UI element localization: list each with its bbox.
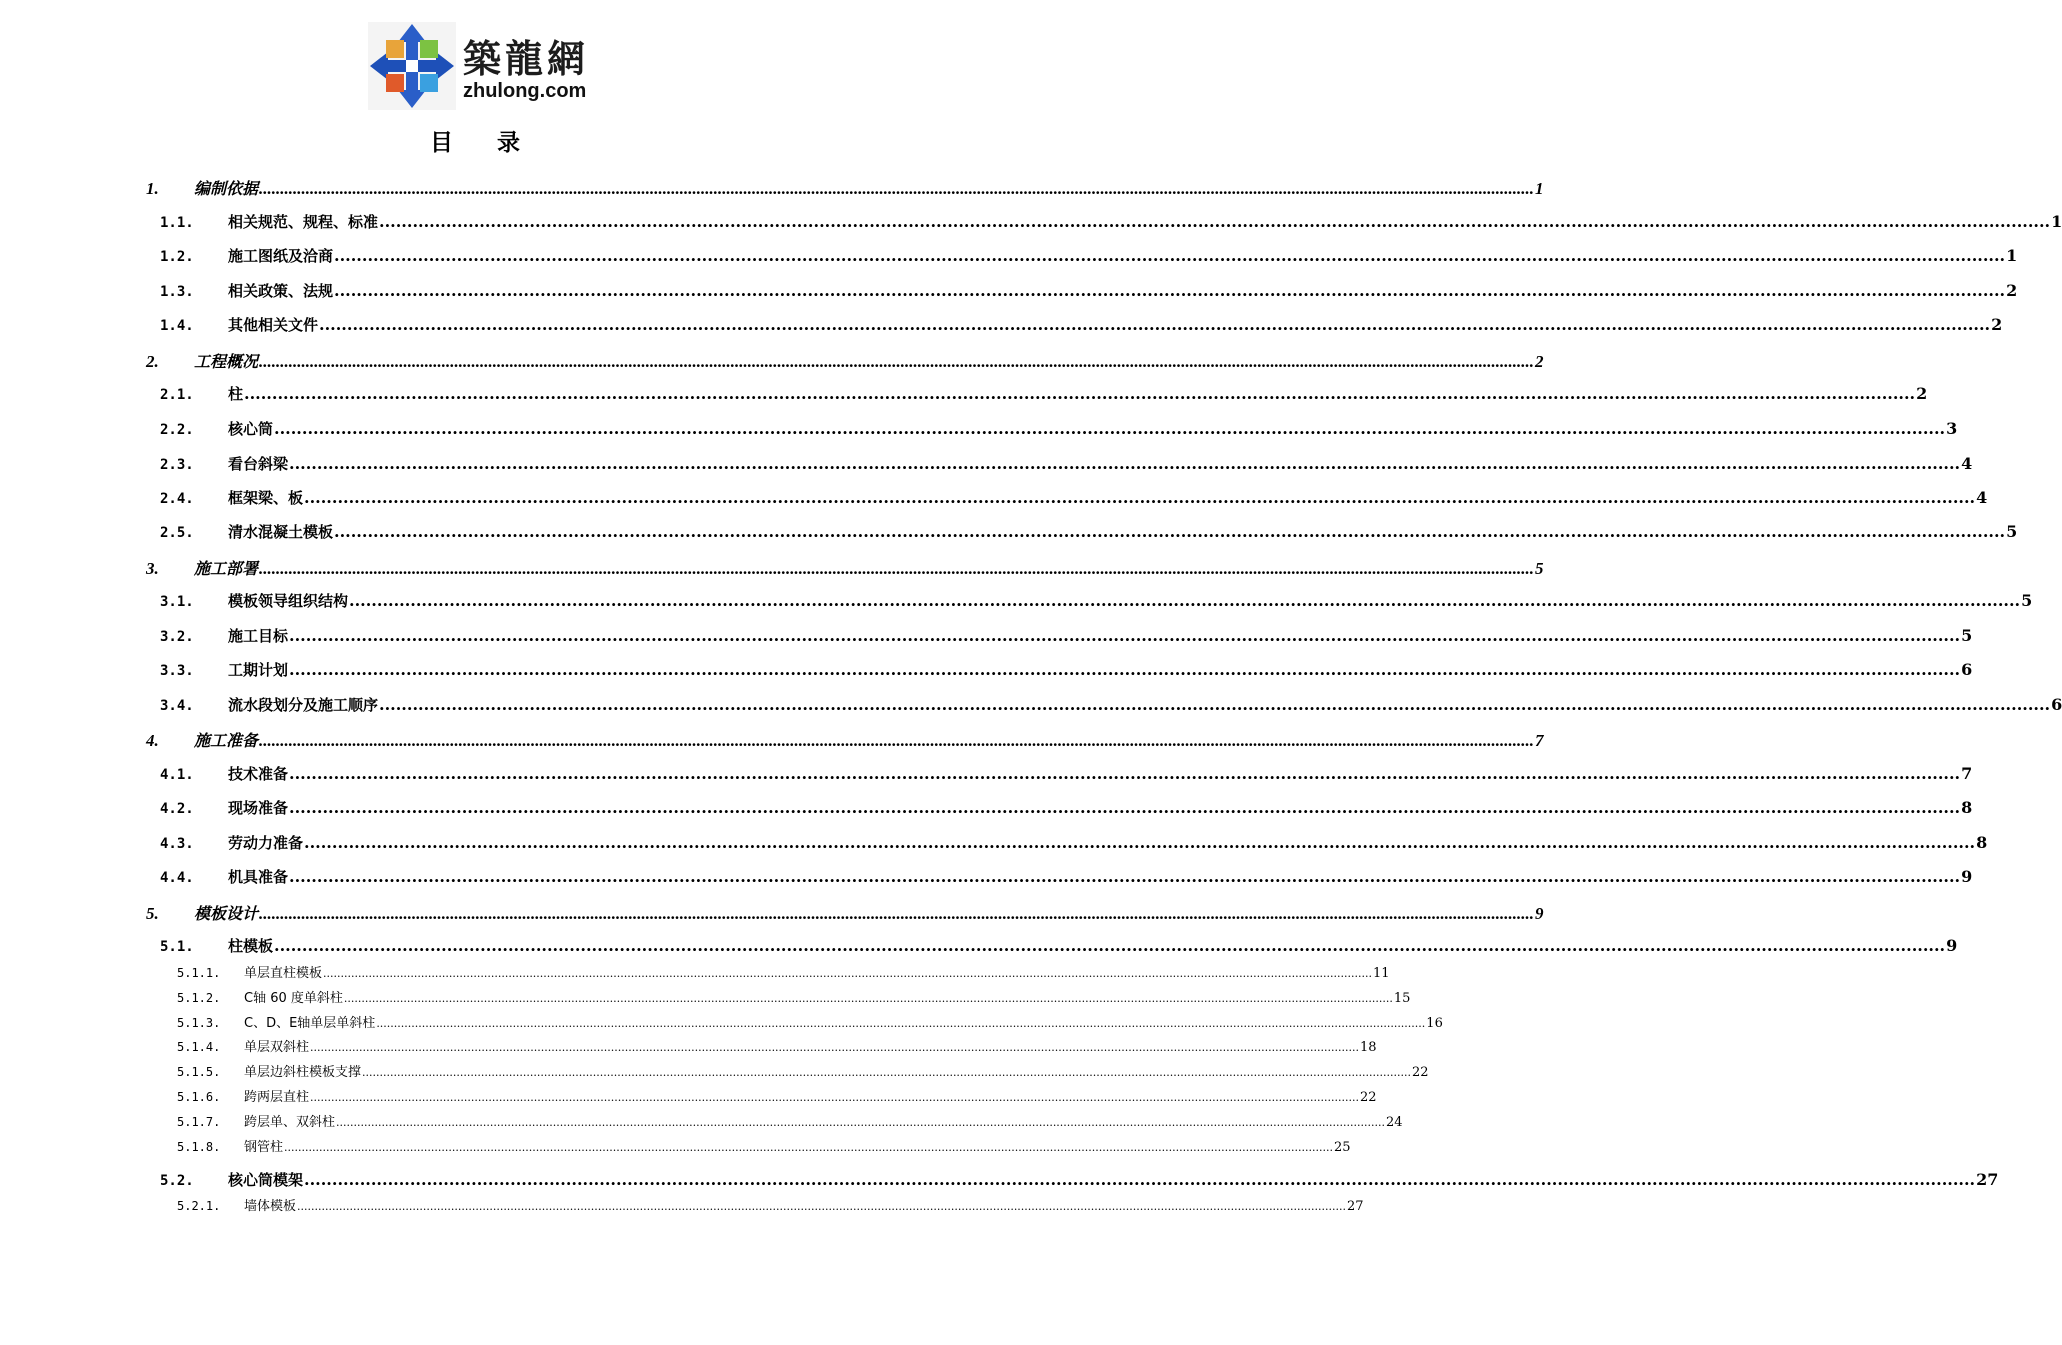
toc-entry-title: 工程概况: [194, 352, 259, 371]
toc-entry-level2[interactable]: [160, 694, 2062, 715]
toc-entry-level2[interactable]: [160, 659, 1973, 680]
toc-entry-page: 4: [1976, 488, 1988, 507]
toc-entry-title: 模板领导组织结构: [228, 592, 349, 610]
toc-entry-title: 模板设计: [194, 904, 259, 923]
toc-entry-level2[interactable]: [160, 935, 1958, 956]
toc-entry-page: 9: [1535, 904, 1544, 923]
toc-entry-page: 4: [1961, 454, 1973, 473]
toc-entry-page: 5: [1961, 626, 1973, 645]
toc-dot-leader: ............................................................................................................................................................................................................................................................................................................: [304, 488, 1976, 507]
toc-entry-number: 1.1.: [160, 215, 194, 231]
toc-entry-title: 编制依据: [194, 179, 259, 198]
toc-entry-level3[interactable]: [177, 1036, 1377, 1055]
toc-entry-level1[interactable]: [146, 901, 1544, 924]
toc-entry-title: 柱: [228, 385, 244, 403]
toc-entry-title: 单层直柱模板: [244, 966, 323, 981]
toc-entry-number: 2.5.: [160, 525, 194, 541]
toc-dot-leader: ............................................................................................................................................................................................................................................................................................................: [289, 660, 1961, 679]
toc-entry-level3[interactable]: [177, 962, 1390, 981]
toc-entry-title: 墙体模板: [244, 1199, 297, 1214]
toc-entry-page: 5: [2006, 522, 2018, 541]
toc-entry-page: 11: [1373, 966, 1390, 981]
toc-entry-page: 16: [1426, 1016, 1443, 1031]
toc-entry-title: 现场准备: [228, 799, 289, 817]
toc-entry-number: 4.3.: [160, 836, 194, 852]
toc-entry-number: 3.3.: [160, 663, 194, 679]
toc-entry-level2[interactable]: [160, 797, 1973, 818]
toc-entry-number: 1.4.: [160, 318, 194, 334]
toc-entry-level3[interactable]: [177, 1012, 1443, 1031]
toc-entry-level2[interactable]: [160, 625, 1973, 646]
toc-entry-number: 1.2.: [160, 249, 194, 265]
toc-dot-leader: ............................................................................................................................................................................................................................................................................................................: [289, 764, 1961, 783]
toc-dot-leader: ............................................................................................................................................................................................................................................................................................................: [319, 315, 1991, 334]
toc-entry-title: 施工部署: [194, 559, 259, 578]
toc-entry-number: 5.2.: [160, 1173, 194, 1189]
toc-entry-title: 框架梁、板: [228, 489, 304, 507]
toc-entry-page: 8: [1976, 833, 1988, 852]
toc-entry-page: 9: [1946, 936, 1958, 955]
toc-entry-number: 5.1.5.: [177, 1065, 221, 1079]
toc-dot-leader: ............................................................................................................................................................................................................................................................................................................: [362, 1066, 1411, 1079]
toc-dot-leader: ............................................................................................................................................................................................................................................................................................................: [349, 591, 2021, 610]
toc-entry-page: 25: [1334, 1140, 1351, 1155]
toc-entry-title: 单层边斜柱模板支撑: [244, 1065, 362, 1080]
toc-entry-page: 3: [1946, 419, 1958, 438]
toc-entry-level2[interactable]: [160, 211, 2062, 232]
toc-entry-level1[interactable]: [146, 349, 1544, 372]
toc-entry-level2[interactable]: [160, 383, 1928, 404]
toc-entry-page: 24: [1386, 1115, 1403, 1130]
toc-entry-number: 4.4.: [160, 870, 194, 886]
toc-entry-level2[interactable]: [160, 487, 1988, 508]
toc-entry-number: 3.: [146, 559, 159, 578]
toc-entry-level2[interactable]: [160, 314, 2003, 335]
toc-entry-number: 5.1.1.: [177, 966, 221, 980]
toc-dot-leader: ............................................................................................................................................................................................................................................................................................................: [334, 246, 2006, 265]
toc-entry-level2[interactable]: [160, 453, 1973, 474]
toc-dot-leader: ............................................................................................................................................................................................................................................................................................................: [289, 454, 1961, 473]
toc-entry-level1[interactable]: [146, 728, 1544, 751]
toc-entry-level2[interactable]: [160, 763, 1973, 784]
toc-entry-page: 5: [1535, 559, 1544, 578]
toc-entry-number: 4.: [146, 731, 159, 750]
toc-entry-title: 机具准备: [228, 868, 289, 886]
toc-dot-leader: ............................................................................................................................................................................................................................................................................................................: [297, 1200, 1346, 1213]
toc-entry-page: 7: [1535, 731, 1544, 750]
toc-entry-level2[interactable]: [160, 866, 1973, 887]
toc-entry-page: 2: [1535, 352, 1544, 371]
toc-dot-leader: ............................................................................................................................................................................................................................................................................................................: [334, 281, 2006, 300]
toc-entry-title: 其他相关文件: [228, 316, 319, 334]
toc-dot-leader: ............................................................................................................................................................................................................................................................................................................: [259, 179, 1535, 198]
toc-entry-number: 5.1.4.: [177, 1040, 221, 1054]
toc-entry-level1[interactable]: [146, 176, 1544, 199]
toc-entry-number: 2.: [146, 352, 159, 371]
toc-entry-number: 4.1.: [160, 767, 194, 783]
toc-dot-leader: ............................................................................................................................................................................................................................................................................................................: [274, 936, 1946, 955]
toc-dot-leader: ............................................................................................................................................................................................................................................................................................................: [304, 833, 1976, 852]
toc-entry-page: 1: [1535, 179, 1544, 198]
toc-dot-leader: ............................................................................................................................................................................................................................................................................................................: [304, 1170, 1976, 1189]
toc-dot-leader: ............................................................................................................................................................................................................................................................................................................: [284, 1141, 1333, 1154]
toc-entry-level2[interactable]: [160, 590, 2033, 611]
toc-entry-page: 2: [2006, 281, 2018, 300]
toc-entry-number: 5.: [146, 904, 159, 923]
toc-entry-page: 8: [1961, 798, 1973, 817]
toc-dot-leader: ............................................................................................................................................................................................................................................................................................................: [334, 522, 2006, 541]
toc-dot-leader: ............................................................................................................................................................................................................................................................................................................: [274, 419, 1946, 438]
toc-entry-page: 18: [1360, 1040, 1377, 1055]
toc-dot-leader: ............................................................................................................................................................................................................................................................................................................: [310, 1091, 1359, 1104]
toc-dot-leader: ............................................................................................................................................................................................................................................................................................................: [379, 212, 2051, 231]
toc-entry-number: 2.1.: [160, 387, 194, 403]
toc-entry-level3[interactable]: [177, 987, 1411, 1006]
toc-entry-page: 6: [2051, 695, 2062, 714]
toc-entry-page: 9: [1961, 867, 1973, 886]
toc-entry-level3[interactable]: [177, 1195, 1364, 1214]
toc-dot-leader: ............................................................................................................................................................................................................................................................................................................: [244, 384, 1916, 403]
toc-entry-level3[interactable]: [177, 1111, 1403, 1130]
toc-entry-number: 2.3.: [160, 457, 194, 473]
toc-entry-level2[interactable]: [160, 418, 1958, 439]
toc-entry-title: 核心筒: [228, 420, 274, 438]
toc-entry-title: 清水混凝土模板: [228, 523, 334, 541]
toc-entry-level3[interactable]: [177, 1086, 1377, 1105]
toc-dot-leader: ............................................................................................................................................................................................................................................................................................................: [379, 695, 2051, 714]
toc-dot-leader: ............................................................................................................................................................................................................................................................................................................: [259, 904, 1535, 923]
toc-entry-level3[interactable]: [177, 1061, 1429, 1080]
toc-entry-title: 施工图纸及洽商: [228, 247, 334, 265]
toc-entry-number: 5.1.2.: [177, 991, 221, 1005]
toc-dot-leader: ............................................................................................................................................................................................................................................................................................................: [259, 731, 1535, 750]
toc-entry-number: 2.2.: [160, 422, 194, 438]
toc-entry-title: 跨两层直柱: [244, 1090, 310, 1105]
toc-entry-level2[interactable]: [160, 832, 1988, 853]
toc-entry-level3[interactable]: [177, 1136, 1351, 1155]
toc-dot-leader: ............................................................................................................................................................................................................................................................................................................: [289, 867, 1961, 886]
toc-entry-title: C轴 60 度单斜柱: [244, 991, 343, 1006]
toc-entry-page: 15: [1393, 991, 1411, 1006]
toc-heading: 目录: [430, 129, 564, 156]
toc-entry-number: 5.1.6.: [177, 1090, 221, 1104]
toc-entry-level1[interactable]: [146, 556, 1544, 579]
toc-entry-level2[interactable]: [160, 245, 2018, 266]
toc-entry-page: 27: [1976, 1170, 1999, 1189]
toc-dot-leader: ............................................................................................................................................................................................................................................................................................................: [323, 967, 1372, 980]
toc-entry-title: 流水段划分及施工顺序: [228, 696, 379, 714]
toc-entry-number: 3.4.: [160, 698, 194, 714]
toc-entry-title: 技术准备: [228, 765, 289, 783]
toc-entry-number: 5.1.8.: [177, 1140, 221, 1154]
toc-dot-leader: ............................................................................................................................................................................................................................................................................................................: [289, 798, 1961, 817]
toc-entry-title: 施工目标: [228, 627, 289, 645]
toc-entry-title: 看台斜梁: [228, 455, 289, 473]
toc-entry-page: 22: [1412, 1065, 1429, 1080]
toc-entry-page: 22: [1360, 1090, 1377, 1105]
toc-entry-number: 5.1.3.: [177, 1016, 221, 1030]
toc-entry-number: 5.2.1.: [177, 1199, 221, 1213]
toc-entry-title: 单层双斜柱: [244, 1040, 310, 1055]
toc-entry-number: 3.2.: [160, 629, 194, 645]
toc-dot-leader: ............................................................................................................................................................................................................................................................................................................: [310, 1041, 1359, 1054]
toc-entry-title: 劳动力准备: [228, 834, 304, 852]
toc-entry-number: 1.3.: [160, 284, 194, 300]
toc-entry-level2[interactable]: [160, 1169, 1999, 1190]
toc-entry-number: 5.1.7.: [177, 1115, 221, 1129]
toc-entry-page: 27: [1347, 1199, 1364, 1214]
logo-chinese-text: 築龍網: [463, 36, 590, 81]
toc-entry-number: 1.: [146, 179, 159, 198]
toc-entry-title: 相关规范、规程、标准: [228, 213, 379, 231]
toc-entry-page: 2: [1916, 384, 1928, 403]
toc-entry-title: 施工准备: [194, 731, 259, 750]
toc-entry-page: 5: [2021, 591, 2033, 610]
toc-entry-title: C、D、E轴单层单斜柱: [244, 1016, 376, 1031]
toc-entry-number: 5.1.: [160, 939, 194, 955]
toc-entry-level2[interactable]: [160, 521, 2018, 542]
toc-entry-title: 柱模板: [228, 937, 274, 955]
toc-entry-number: 2.4.: [160, 491, 194, 507]
toc-entry-number: 4.2.: [160, 801, 194, 817]
toc-entry-page: 1: [2006, 246, 2018, 265]
toc-dot-leader: ............................................................................................................................................................................................................................................................................................................: [289, 626, 1961, 645]
toc-entry-title: 跨层单、双斜柱: [244, 1115, 336, 1130]
toc-entry-title: 核心筒模架: [228, 1171, 304, 1189]
toc-dot-leader: ............................................................................................................................................................................................................................................................................................................: [336, 1116, 1385, 1129]
toc-dot-leader: ............................................................................................................................................................................................................................................................................................................: [259, 352, 1535, 371]
toc-entry-page: 1: [2051, 212, 2062, 231]
toc-entry-title: 钢管柱: [244, 1140, 284, 1155]
toc-dot-leader: ............................................................................................................................................................................................................................................................................................................: [343, 992, 1393, 1005]
toc-entry-page: 6: [1961, 660, 1973, 679]
toc-entry-level2[interactable]: [160, 280, 2018, 301]
toc-dot-leader: ............................................................................................................................................................................................................................................................................................................: [259, 559, 1535, 578]
toc-entry-number: 3.1.: [160, 594, 194, 610]
toc-entry-page: 7: [1961, 764, 1973, 783]
toc-entry-title: 相关政策、法规: [228, 282, 334, 300]
logo-site-text: zhulong.com: [463, 80, 587, 102]
toc-dot-leader: ............................................................................................................................................................................................................................................................................................................: [376, 1017, 1426, 1030]
toc-entry-title: 工期计划: [228, 661, 289, 679]
toc-entry-page: 2: [1991, 315, 2003, 334]
